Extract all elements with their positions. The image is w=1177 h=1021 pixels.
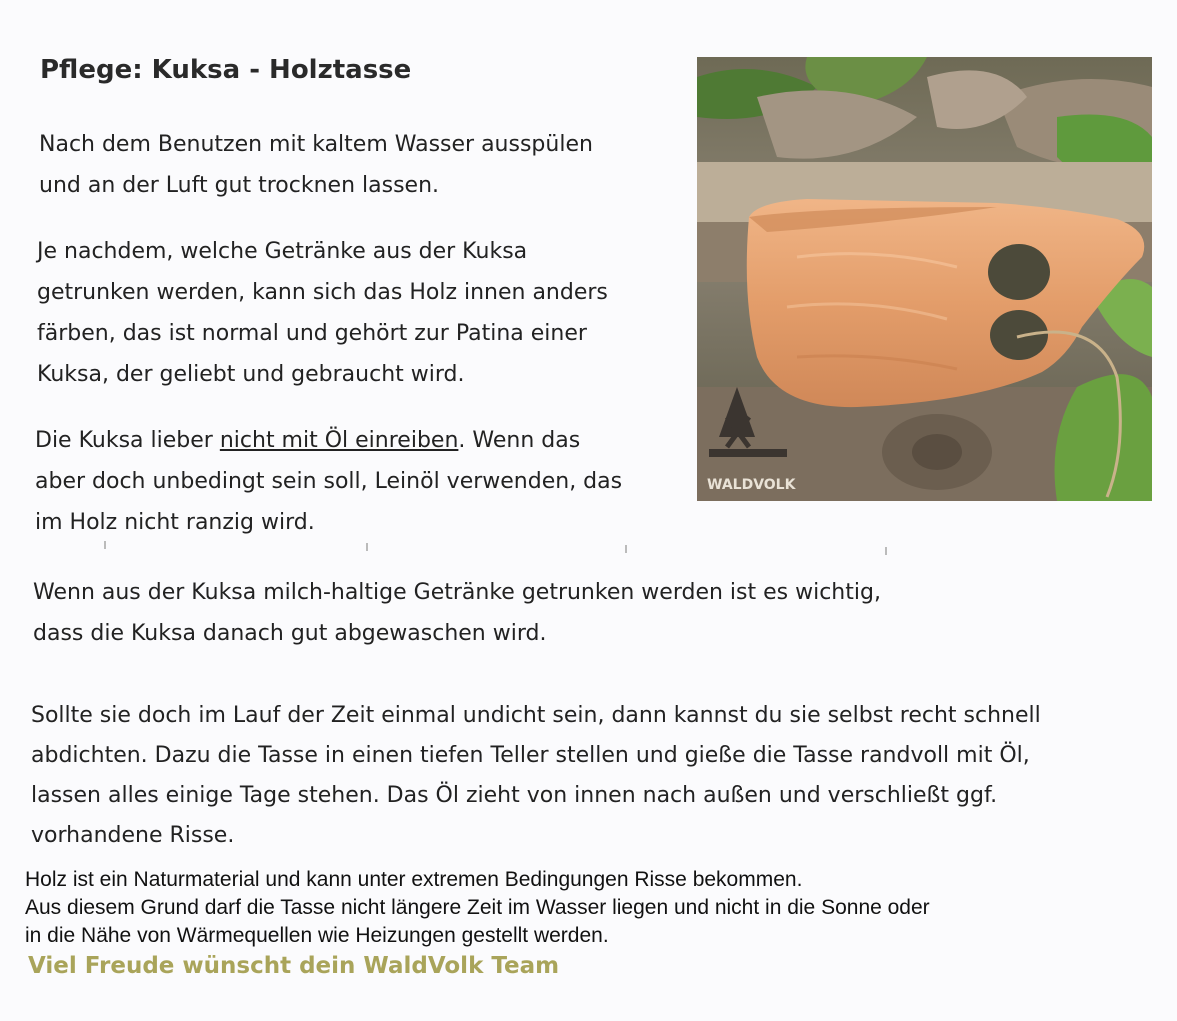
paragraph-natural-material <box>25 866 930 950</box>
paragraph-oil <box>35 420 622 543</box>
kuksa-photo <box>697 57 1152 501</box>
text-line: aber doch unbedingt sein soll, Leinöl verwenden, das <box>35 469 623 494</box>
text-segment: . Wenn das <box>458 428 581 453</box>
paragraph-sealing <box>31 696 1041 856</box>
text-line: im Holz nicht ranzig wird. <box>35 510 315 535</box>
scan-mark <box>104 541 106 549</box>
paragraph-patina <box>37 231 608 395</box>
text-line: Holz ist ein Naturmaterial und kann unter extremen Bedingungen Risse bekommen. <box>25 868 803 891</box>
text-line: Kuksa, der geliebt und gebraucht wird. <box>37 362 465 387</box>
text-line: getrunken werden, kann sich das Holz innen anders <box>37 280 608 305</box>
scan-mark <box>625 545 627 553</box>
scan-mark <box>885 547 887 555</box>
underlined-warning: nicht mit Öl einreiben <box>219 428 459 453</box>
text-line: abdichten. Dazu die Tasse in einen tiefen Teller stellen und gieße die Tasse randvoll mit Öl, <box>31 743 1030 768</box>
text-line: dass die Kuksa danach gut abgewaschen wird. <box>33 621 547 646</box>
paragraph-milk <box>33 572 881 654</box>
watermark-text: WALDVOLK <box>707 477 796 493</box>
text-line: vorhandene Risse. <box>31 823 235 848</box>
text-line: Wenn aus der Kuksa milch-haltige Getränke getrunken werden ist es wichtig, <box>33 580 881 605</box>
text-line: und an der Luft gut trocknen lassen. <box>39 173 440 198</box>
text-segment: Die Kuksa lieber <box>35 428 220 453</box>
paragraph-rinse <box>39 124 593 206</box>
text-line: Je nachdem, welche Getränke aus der Kuksa <box>37 239 528 264</box>
page-title: Pflege: Kuksa - Holztasse <box>40 55 412 85</box>
text-line <box>35 420 622 461</box>
text-line: in die Nähe von Wärmequellen wie Heizungen gestellt werden. <box>25 924 609 947</box>
closing-greeting: Viel Freude wünscht dein WaldVolk Team <box>28 953 560 979</box>
text-line: färben, das ist normal und gehört zur Patina einer <box>37 321 587 346</box>
scan-mark <box>366 543 368 551</box>
text-line: Aus diesem Grund darf die Tasse nicht längere Zeit im Wasser liegen und nicht in die Sonne oder <box>25 896 930 919</box>
text-line: lassen alles einige Tage stehen. Das Öl zieht von innen nach außen und verschließt ggf. <box>31 783 998 808</box>
text-line: Sollte sie doch im Lauf der Zeit einmal undicht sein, dann kannst du sie selbst recht schnell <box>31 703 1041 728</box>
text-line: Nach dem Benutzen mit kaltem Wasser ausspülen <box>39 132 593 157</box>
handle-hole-upper <box>988 244 1050 300</box>
kuksa-illustration <box>697 57 1152 501</box>
wood-knot-core <box>912 434 962 470</box>
